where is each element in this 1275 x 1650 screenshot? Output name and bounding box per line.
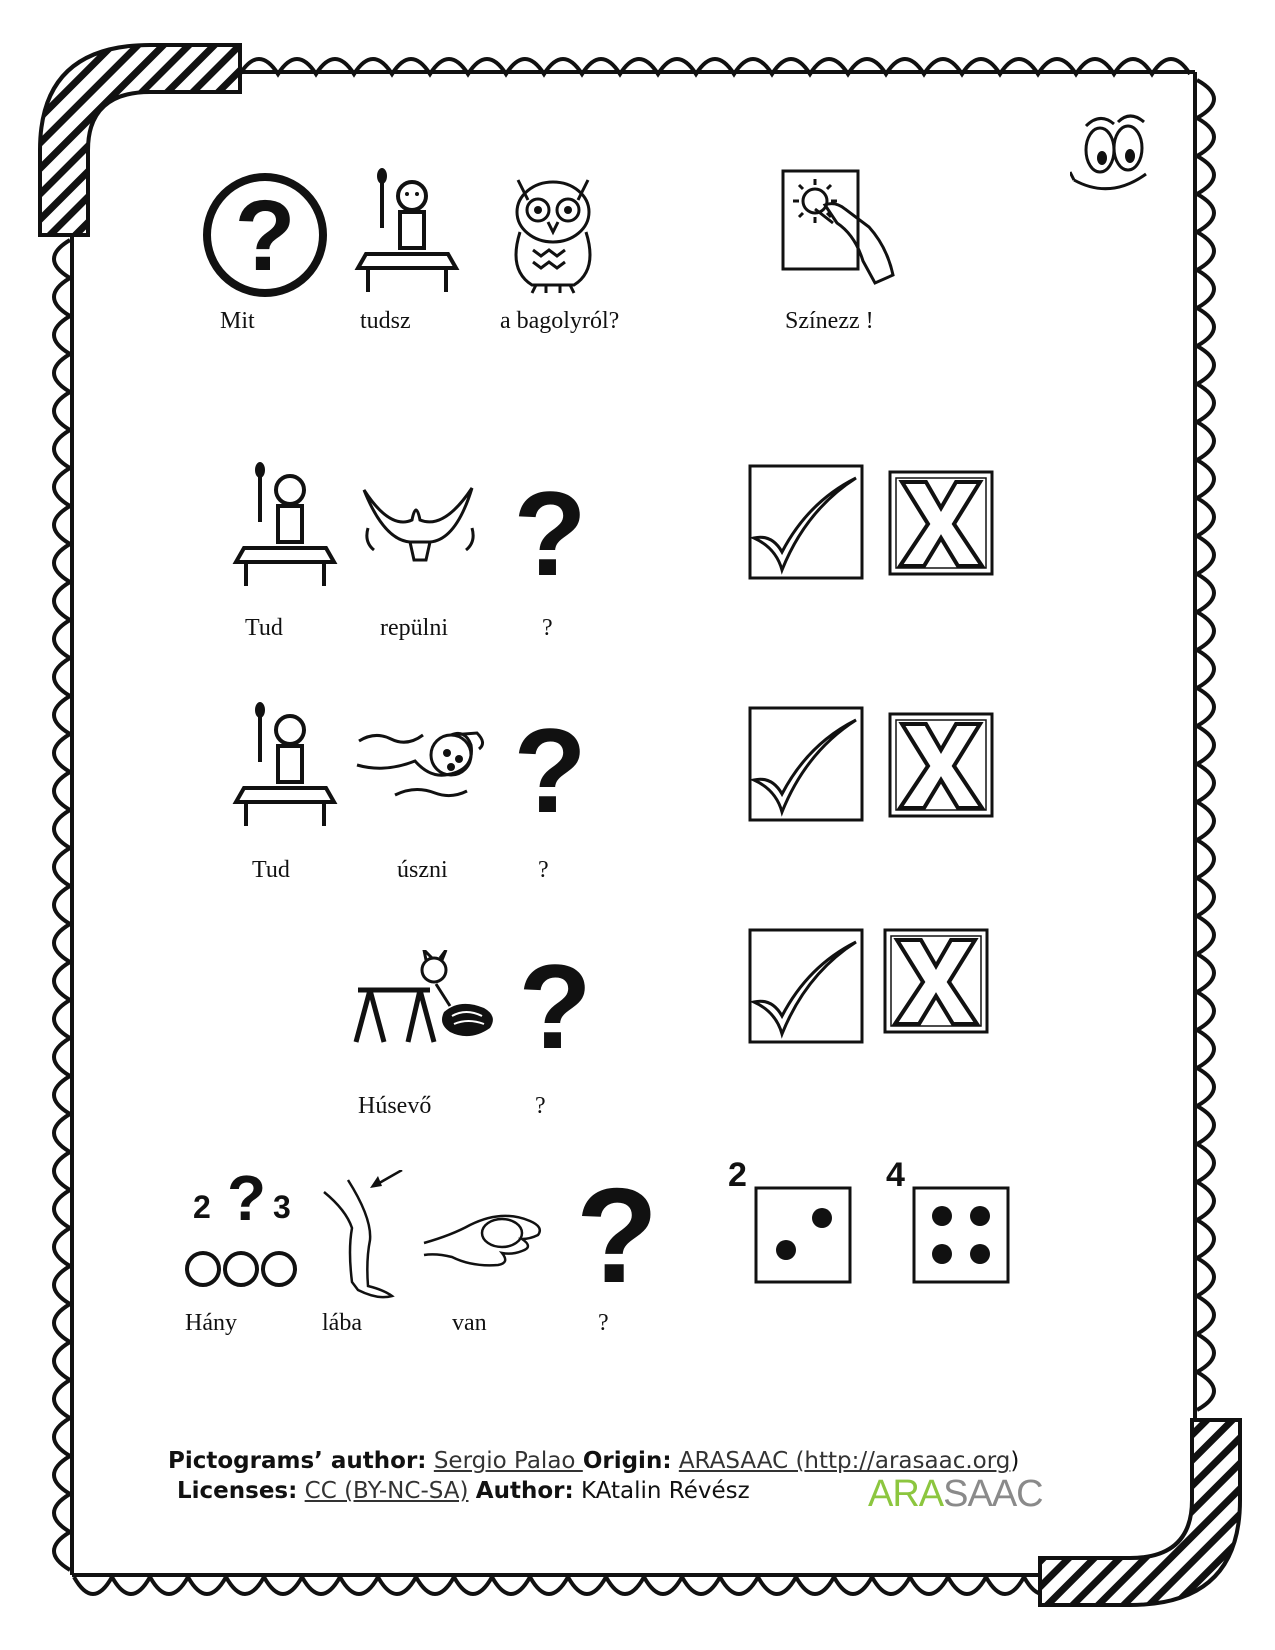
count-circles — [183, 1249, 303, 1289]
raise-hand-icon — [352, 168, 462, 298]
word-van: van — [452, 1310, 487, 1336]
question-icon — [200, 170, 330, 300]
border-wave — [54, 240, 70, 1570]
credits-origin-url[interactable]: http://arasaac.org — [804, 1448, 1011, 1474]
count-number-left: 2 — [193, 1189, 211, 1225]
flying-owl-icon — [360, 480, 480, 570]
cross-icon[interactable] — [883, 928, 989, 1034]
word-tudsz: tudsz — [360, 308, 411, 334]
credits-licenses-label: Licenses: — [177, 1478, 298, 1504]
count-number-right: 3 — [273, 1189, 291, 1225]
question-icon — [572, 1170, 662, 1295]
word-mit: Mit — [220, 308, 255, 334]
carnivore-icon — [350, 950, 500, 1050]
answer-count-two: 2 — [728, 1156, 747, 1194]
hand-icon — [422, 1205, 547, 1270]
credits-line-2 — [177, 1478, 750, 1504]
svg-text:?: ? — [518, 948, 592, 1058]
word-husevo: Húsevő — [358, 1093, 432, 1119]
word-a-bagolyrol: a bagolyról? — [500, 308, 620, 334]
credits-author-label: Pictograms’ author: — [168, 1448, 427, 1474]
credits-origin-close: ) — [1010, 1448, 1020, 1474]
cross-icon[interactable] — [888, 712, 994, 818]
word-laba: lába — [322, 1310, 362, 1336]
die-face — [912, 1186, 1012, 1286]
svg-text:?: ? — [575, 1170, 659, 1295]
credits-author-link[interactable]: Sergio Palao — [433, 1448, 583, 1474]
raise-hand-icon — [230, 462, 340, 592]
credits-work-author-label: Author: — [475, 1478, 574, 1504]
credits-line-1 — [168, 1448, 1019, 1474]
border-wave — [74, 1577, 1062, 1594]
credits-license-link[interactable]: CC (BY-NC-SA) — [304, 1478, 469, 1504]
leg-icon — [318, 1170, 408, 1305]
word-question-mark: ? — [542, 615, 553, 641]
check-icon[interactable] — [748, 464, 866, 582]
count-icon — [183, 1162, 303, 1290]
question-icon — [510, 475, 590, 585]
answer-count-four: 4 — [886, 1156, 905, 1194]
word-question-mark: ? — [538, 857, 549, 883]
word-tud: Tud — [252, 857, 290, 883]
logo-part-saac: SAAC — [943, 1473, 1043, 1515]
credits-work-author: KAtalin Révész — [581, 1478, 750, 1504]
coloring-icon — [775, 165, 900, 290]
instruction-text: Színezz ! — [785, 308, 874, 334]
word-tud: Tud — [245, 615, 283, 641]
word-repulni: repülni — [380, 615, 448, 641]
check-icon[interactable] — [748, 928, 866, 1046]
word-hany: Hány — [185, 1310, 237, 1336]
credits-origin-link[interactable]: ARASAAC ( — [678, 1448, 805, 1474]
smiley-face-icon — [1070, 108, 1160, 203]
owl-icon — [498, 170, 608, 295]
word-question-mark: ? — [535, 1093, 546, 1119]
border-wave — [1197, 80, 1214, 1410]
word-question-mark: ? — [598, 1310, 609, 1336]
count-question-mark: ? — [227, 1162, 267, 1234]
arasaac-logo — [868, 1473, 1043, 1516]
die-face — [754, 1186, 854, 1286]
bottom-right-corner — [1040, 1420, 1240, 1605]
question-icon — [515, 948, 595, 1058]
svg-text:?: ? — [234, 180, 296, 292]
word-uszni: úszni — [397, 857, 448, 883]
swimming-icon — [355, 725, 495, 805]
question-icon — [510, 712, 590, 822]
credits-origin-label: Origin: — [582, 1448, 672, 1474]
check-icon[interactable] — [748, 706, 866, 824]
die-four-icon[interactable] — [880, 1156, 1025, 1286]
die-two-icon[interactable] — [722, 1156, 867, 1286]
svg-text:?: ? — [513, 712, 587, 822]
raise-hand-icon — [230, 702, 340, 832]
cross-icon[interactable] — [888, 470, 994, 576]
svg-text:?: ? — [513, 475, 587, 585]
logo-part-ara: ARA — [868, 1473, 944, 1515]
